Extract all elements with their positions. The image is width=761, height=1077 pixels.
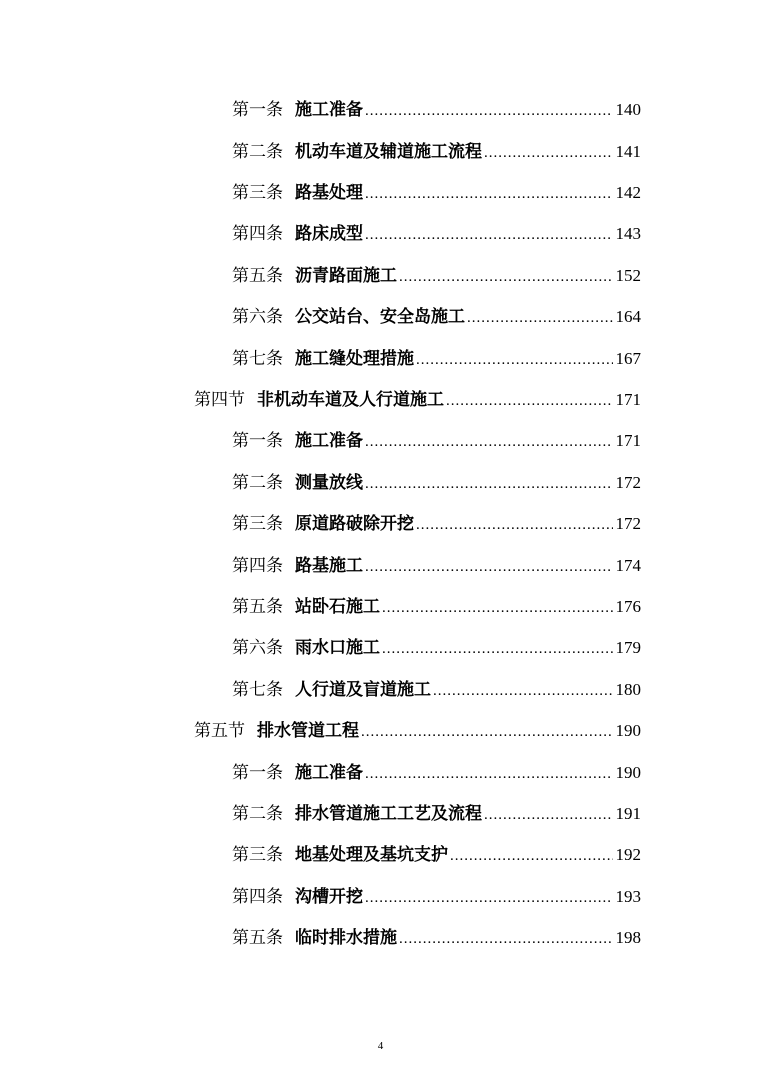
toc-entry-prefix: 第三条 [232, 514, 283, 534]
toc-entry-title: 测量放线 [295, 473, 363, 493]
toc-entry-prefix: 第五条 [232, 928, 283, 948]
toc-entry-page: 193 [615, 887, 641, 906]
toc-entry-title: 沥青路面施工 [295, 266, 397, 286]
dot-leader [416, 511, 613, 539]
dot-leader [361, 718, 613, 746]
toc-entry-prefix: 第一条 [232, 431, 283, 451]
toc-entry-article[interactable] [232, 138, 641, 166]
toc-entry-article[interactable] [232, 427, 641, 455]
toc-entry-article[interactable] [232, 510, 641, 538]
toc-entry-title: 雨水口施工 [295, 638, 380, 658]
dot-leader [416, 346, 613, 374]
toc-entry-page: 142 [615, 183, 641, 202]
dot-leader [365, 760, 613, 788]
page-number: 4 [377, 1040, 384, 1052]
toc-entry-prefix: 第五节 [194, 721, 245, 741]
toc-entry-article[interactable] [232, 634, 641, 662]
toc-entry-title: 施工准备 [295, 763, 363, 783]
dot-leader [365, 470, 613, 498]
toc-entry-page: 164 [615, 307, 641, 326]
toc-entry-title: 路床成型 [295, 224, 363, 244]
toc-entry-title: 施工准备 [295, 100, 363, 120]
toc-entry-title: 站卧石施工 [295, 597, 380, 617]
toc-entry-article[interactable] [232, 924, 641, 952]
toc-entry-title: 地基处理及基坑支护 [295, 845, 448, 865]
toc-entry-article[interactable] [232, 303, 641, 331]
toc-entry-article[interactable] [232, 96, 641, 124]
toc-entry-page: 179 [615, 638, 641, 657]
dot-leader [433, 677, 613, 705]
toc-entry-title: 施工准备 [295, 431, 363, 451]
toc-entry-title: 施工缝处理措施 [295, 349, 414, 369]
toc-entry-page: 167 [615, 349, 641, 368]
toc-entry-article[interactable] [232, 220, 641, 248]
toc-entry-page: 198 [615, 928, 641, 947]
toc-entry-page: 140 [615, 100, 641, 119]
toc-entry-page: 141 [615, 142, 641, 161]
toc-entry-title: 排水管道工程 [257, 721, 359, 741]
toc-entry-page: 152 [615, 266, 641, 285]
dot-leader [365, 97, 613, 125]
dot-leader [446, 387, 613, 415]
dot-leader [382, 635, 613, 663]
dot-leader [450, 842, 613, 870]
toc-entry-prefix: 第一条 [232, 763, 283, 783]
toc-entry-title: 公交站台、安全岛施工 [295, 307, 465, 327]
toc-entry-prefix: 第二条 [232, 473, 283, 493]
toc-entry-page: 190 [615, 721, 641, 740]
toc-entry-page: 143 [615, 224, 641, 243]
dot-leader [399, 263, 613, 291]
toc-entry-title: 原道路破除开挖 [295, 514, 414, 534]
toc-entry-article[interactable] [232, 800, 641, 828]
toc-entry-title: 临时排水措施 [295, 928, 397, 948]
toc-entry-title: 路基施工 [295, 556, 363, 576]
toc-entry-article[interactable] [232, 179, 641, 207]
toc-entry-prefix: 第二条 [232, 804, 283, 824]
toc-entry-prefix: 第四条 [232, 556, 283, 576]
toc-entry-page: 190 [615, 763, 641, 782]
toc-entry-title: 沟槽开挖 [295, 887, 363, 907]
toc-entry-prefix: 第六条 [232, 638, 283, 658]
toc-entry-page: 176 [615, 597, 641, 616]
dot-leader [484, 801, 613, 829]
toc-entry-article[interactable] [232, 469, 641, 497]
toc-entry-prefix: 第六条 [232, 307, 283, 327]
toc-entry-prefix: 第五条 [232, 597, 283, 617]
toc-entry-prefix: 第二条 [232, 142, 283, 162]
toc-entry-title: 排水管道施工工艺及流程 [295, 804, 482, 824]
dot-leader [484, 139, 613, 167]
dot-leader [365, 553, 613, 581]
toc-entry-article[interactable] [232, 593, 641, 621]
toc-entry-prefix: 第四条 [232, 224, 283, 244]
toc-entry-section[interactable] [194, 717, 641, 745]
dot-leader [365, 221, 613, 249]
toc-entry-prefix: 第七条 [232, 680, 283, 700]
toc-entry-article[interactable] [232, 262, 641, 290]
toc-entry-article[interactable] [232, 883, 641, 911]
toc-entry-prefix: 第七条 [232, 349, 283, 369]
dot-leader [382, 594, 613, 622]
toc-entry-article[interactable] [232, 841, 641, 869]
dot-leader [365, 428, 613, 456]
toc-entry-page: 172 [615, 473, 641, 492]
toc-entry-title: 非机动车道及人行道施工 [257, 390, 444, 410]
toc-entry-page: 180 [615, 680, 641, 699]
toc-entry-article[interactable] [232, 759, 641, 787]
toc-entry-page: 174 [615, 556, 641, 575]
toc-entry-prefix: 第四节 [194, 390, 245, 410]
toc-entry-page: 192 [615, 845, 641, 864]
toc-entry-page: 171 [615, 431, 641, 450]
dot-leader [365, 180, 613, 208]
toc-entry-article[interactable] [232, 345, 641, 373]
toc-entry-section[interactable] [194, 386, 641, 414]
toc-entry-article[interactable] [232, 676, 641, 704]
toc-entry-title: 机动车道及辅道施工流程 [295, 142, 482, 162]
dot-leader [399, 925, 613, 953]
toc-entry-prefix: 第三条 [232, 845, 283, 865]
dot-leader [467, 304, 613, 332]
toc-entry-page: 172 [615, 514, 641, 533]
toc-entry-prefix: 第一条 [232, 100, 283, 120]
toc-entry-title: 人行道及盲道施工 [295, 680, 431, 700]
toc-entry-page: 171 [615, 390, 641, 409]
dot-leader [365, 884, 613, 912]
toc-entry-article[interactable] [232, 552, 641, 580]
toc-entry-prefix: 第三条 [232, 183, 283, 203]
toc-entry-title: 路基处理 [295, 183, 363, 203]
toc-entry-page: 191 [615, 804, 641, 823]
toc-entry-prefix: 第四条 [232, 887, 283, 907]
toc-entry-prefix: 第五条 [232, 266, 283, 286]
